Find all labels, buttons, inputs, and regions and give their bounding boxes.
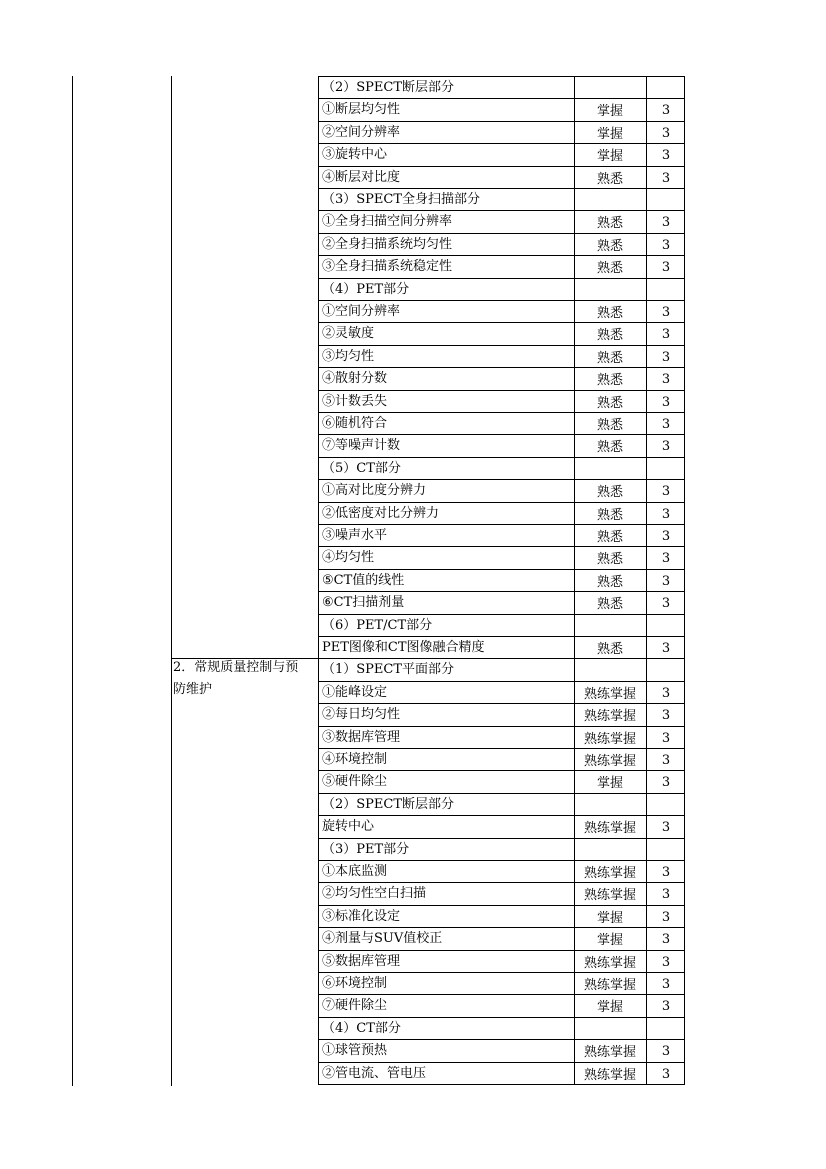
table-cell-level: 熟悉 [596, 552, 623, 567]
table-border-col-1 [171, 76, 172, 1086]
table-cell-item: （2）SPECT断层部分 [322, 80, 455, 95]
table-cell-item: PET图像和CT图像融合精度 [322, 640, 485, 655]
table-cell-level: 熟悉 [596, 418, 623, 433]
table-cell-hours: 3 [661, 1067, 671, 1082]
table-cell-item: 旋转中心 [322, 819, 375, 834]
table-cell-item: （3）PET部分 [322, 842, 410, 857]
table-cell-level: 熟悉 [596, 440, 623, 455]
table-cell-level: 熟练掌握 [583, 1045, 636, 1060]
table-cell-item: ②灵敏度 [322, 326, 375, 341]
table-cell-level: 熟练掌握 [583, 687, 636, 702]
table-cell-hours: 3 [661, 887, 671, 902]
table-cell-level: 熟练掌握 [583, 709, 636, 724]
table-cell-hours: 3 [661, 260, 671, 275]
table-cell-item: ⑦等噪声计数 [322, 438, 401, 453]
table-cell-hours: 3 [661, 148, 671, 163]
table-cell-item: ⑤数据库管理 [322, 954, 401, 969]
table-cell-hours: 3 [661, 215, 671, 230]
table-cell-level: 熟悉 [596, 597, 623, 612]
table-cell-level: 掌握 [596, 933, 623, 948]
table-cell-level: 熟练掌握 [583, 978, 636, 993]
table-cell-item: ③均匀性 [322, 349, 375, 364]
table-cell-hours: 3 [661, 126, 671, 141]
table-cell-hours: 3 [661, 641, 671, 656]
table-cell-hours: 3 [661, 753, 671, 768]
table-cell-item: ①本底监测 [322, 864, 388, 879]
table-cell-level: 熟练掌握 [583, 732, 636, 747]
table-cell-item: ②低密度对比分辨力 [322, 506, 440, 521]
table-cell-item: （5）CT部分 [322, 461, 401, 476]
table-cell-item: ②管电流、管电压 [322, 1066, 427, 1081]
table-cell-hours: 3 [661, 327, 671, 342]
table-cell-hours: 3 [661, 708, 671, 723]
table-cell-level: 熟悉 [596, 328, 623, 343]
table-cell-hours: 3 [661, 395, 671, 410]
table-cell-item: ②空间分辨率 [322, 125, 401, 140]
table-cell-hours: 3 [661, 910, 671, 925]
table-cell-item: ⑤计数丢失 [322, 394, 388, 409]
table-cell-hours: 3 [661, 417, 671, 432]
table-cell-level: 熟悉 [596, 216, 623, 231]
table-cell-item: ④均匀性 [322, 550, 375, 565]
table-border-col-2 [318, 76, 319, 1084]
table-border-right [684, 76, 685, 1084]
table-cell-level: 熟练掌握 [583, 821, 636, 836]
table-cell-item: ①能峰设定 [322, 685, 388, 700]
table-cell-level: 熟悉 [596, 373, 623, 388]
table-cell-item: ④剂量与SUV值校正 [322, 931, 443, 946]
table-cell-level: 熟练掌握 [583, 956, 636, 971]
table-cell-item: ⑤硬件除尘 [322, 774, 388, 789]
table-cell-level: 熟悉 [596, 575, 623, 590]
table-cell-item: ⑥随机符合 [322, 416, 388, 431]
table-cell-item: （6）PET/CT部分 [322, 618, 433, 633]
table-cell-level: 熟练掌握 [583, 866, 636, 881]
table-cell-level: 掌握 [596, 776, 623, 791]
table-cell-item: ④散射分数 [322, 371, 388, 386]
table-cell-item: ③数据库管理 [322, 730, 401, 745]
table-cell-hours: 3 [661, 865, 671, 880]
table-cell-item: ①全身扫描空间分辨率 [322, 214, 453, 229]
table-cell-level: 掌握 [596, 149, 623, 164]
table-cell-item: （1）SPECT平面部分 [322, 662, 455, 677]
table-cell-level: 掌握 [596, 104, 623, 119]
table-cell-level: 熟悉 [596, 306, 623, 321]
table-cell-level: 掌握 [596, 911, 623, 926]
table-cell-hours: 3 [661, 305, 671, 320]
table-cell-level: 掌握 [596, 127, 623, 142]
table-cell-hours: 3 [661, 820, 671, 835]
table-cell-hours: 3 [661, 551, 671, 566]
table-cell-item: ①高对比度分辨力 [322, 483, 427, 498]
table-cell-item: ④环境控制 [322, 752, 388, 767]
table-cell-item: ②每日均匀性 [322, 707, 401, 722]
table-cell-item: （3）SPECT全身扫描部分 [322, 192, 481, 207]
table-cell-level: 熟练掌握 [583, 754, 636, 769]
table-cell-level: 熟悉 [596, 239, 623, 254]
table-cell-item: ④断层对比度 [322, 170, 401, 185]
table-cell-item: （4）PET部分 [322, 282, 410, 297]
table-cell-hours: 3 [661, 103, 671, 118]
table-cell-item: ⑦硬件除尘 [322, 998, 388, 1013]
table-cell-item: ②全身扫描系统均匀性 [322, 237, 453, 252]
table-border-left [72, 76, 73, 1086]
table-cell-level: 熟悉 [596, 351, 623, 366]
table-cell-hours: 3 [661, 350, 671, 365]
table-cell-item: ⑥CT扫描剂量 [322, 595, 405, 610]
table-cell-hours: 3 [661, 439, 671, 454]
table-cell-item: ③标准化设定 [322, 909, 401, 924]
table-cell-level: 熟练掌握 [583, 888, 636, 903]
table-cell-item: （4）CT部分 [322, 1021, 401, 1036]
table-cell-item: ①断层均匀性 [322, 102, 401, 117]
table-cell-hours: 3 [661, 596, 671, 611]
table-cell-level: 熟悉 [596, 530, 623, 545]
table-cell-hours: 3 [661, 955, 671, 970]
table-cell-item: ③噪声水平 [322, 528, 388, 543]
table-cell-item: ⑤CT值的线性 [322, 573, 405, 588]
table-cell-hours: 3 [661, 999, 671, 1014]
table-cell-level: 熟练掌握 [583, 1068, 636, 1083]
table-cell-hours: 3 [661, 171, 671, 186]
table-cell-hours: 3 [661, 372, 671, 387]
table-cell-item: ③全身扫描系统稳定性 [322, 259, 453, 274]
table-cell-item: ⑥环境控制 [322, 976, 388, 991]
table-cell-level: 熟悉 [596, 261, 623, 276]
table-cell-item: （2）SPECT断层部分 [322, 797, 455, 812]
section-title: 2．常规质量控制与预防维护 [173, 660, 299, 697]
table-cell-item: ①球管预热 [322, 1043, 388, 1058]
table-cell-hours: 3 [661, 484, 671, 499]
table-cell-hours: 3 [661, 977, 671, 992]
table-cell-level: 熟悉 [596, 396, 623, 411]
table-cell-hours: 3 [661, 507, 671, 522]
table-cell-hours: 3 [661, 731, 671, 746]
table-cell-hours: 3 [661, 238, 671, 253]
table-cell-level: 熟悉 [596, 508, 623, 523]
table-cell-level: 熟悉 [596, 485, 623, 500]
table-cell-hours: 3 [661, 574, 671, 589]
table-cell-hours: 3 [661, 529, 671, 544]
table-cell-level: 掌握 [596, 1000, 623, 1015]
table-cell-hours: 3 [661, 686, 671, 701]
table-cell-hours: 3 [661, 932, 671, 947]
table-cell-item: ①空间分辨率 [322, 304, 401, 319]
table-cell-hours: 3 [661, 1044, 671, 1059]
table-cell-item: ②均匀性空白扫描 [322, 886, 427, 901]
table-cell-item: ③旋转中心 [322, 147, 388, 162]
table-cell-level: 熟悉 [596, 642, 623, 657]
table-cell-hours: 3 [661, 775, 671, 790]
table-border-col-4 [646, 76, 647, 1084]
table-cell-level: 熟悉 [596, 172, 623, 187]
